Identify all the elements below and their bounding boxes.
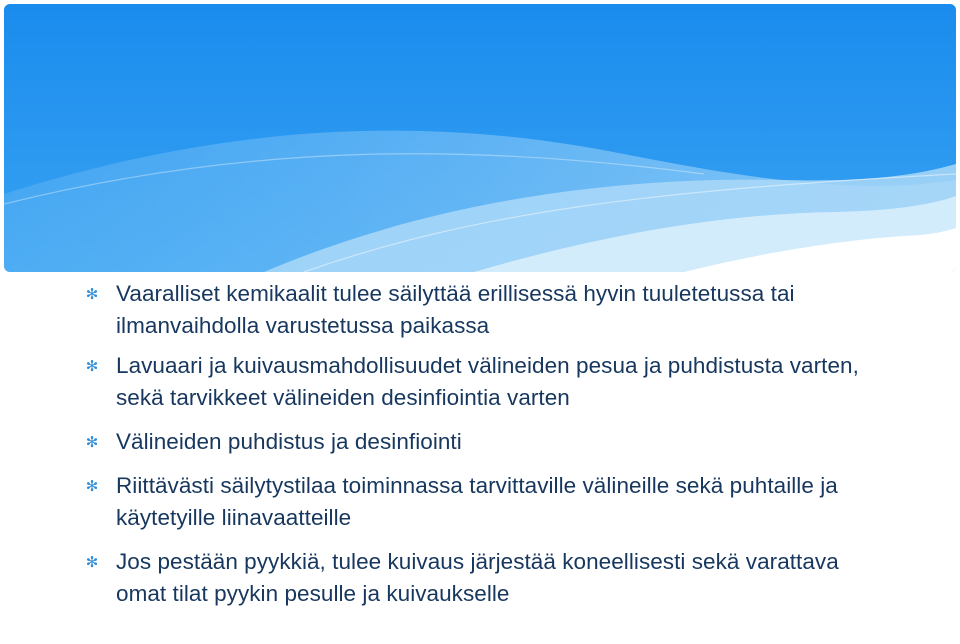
decorative-header-band [4,4,956,272]
bullet-text: Lavuaari ja kuivausmahdollisuudet välineiden pesua ja puhdistusta varten, sekä tarvikkeet välineiden desinfiointia varten [116,353,859,410]
bullet-text: Välineiden puhdistus ja desinfiointi [116,429,462,454]
bullet-list [82,278,882,622]
bullet-item-4 [82,470,882,534]
wave-graphic [4,4,956,272]
bullet-item-5 [82,546,882,610]
bullet-text: Jos pestään pyykkiä, tulee kuivaus järjestää koneellisesti sekä varattava omat tilat pyykin pesulle ja kuivaukselle [116,549,839,606]
bullet-item-2 [82,350,882,414]
asterisk-bullet-icon: ✻ [85,478,99,495]
bullet-text: Vaaralliset kemikaalit tulee säilyttää erillisessä hyvin tuuletetussa tai ilmanvaihdolla varustetussa paikassa [116,281,795,338]
bullet-text: Riittävästi säilytystilaa toiminnassa tarvittaville välineille sekä puhtaille ja käytetyille liinavaatteille [116,473,838,530]
asterisk-bullet-icon: ✻ [85,286,99,303]
asterisk-bullet-icon: ✻ [85,434,99,451]
asterisk-bullet-icon: ✻ [85,358,99,375]
bullet-item-3 [82,426,882,458]
asterisk-bullet-icon: ✻ [85,554,99,571]
bullet-item-1 [82,278,882,342]
